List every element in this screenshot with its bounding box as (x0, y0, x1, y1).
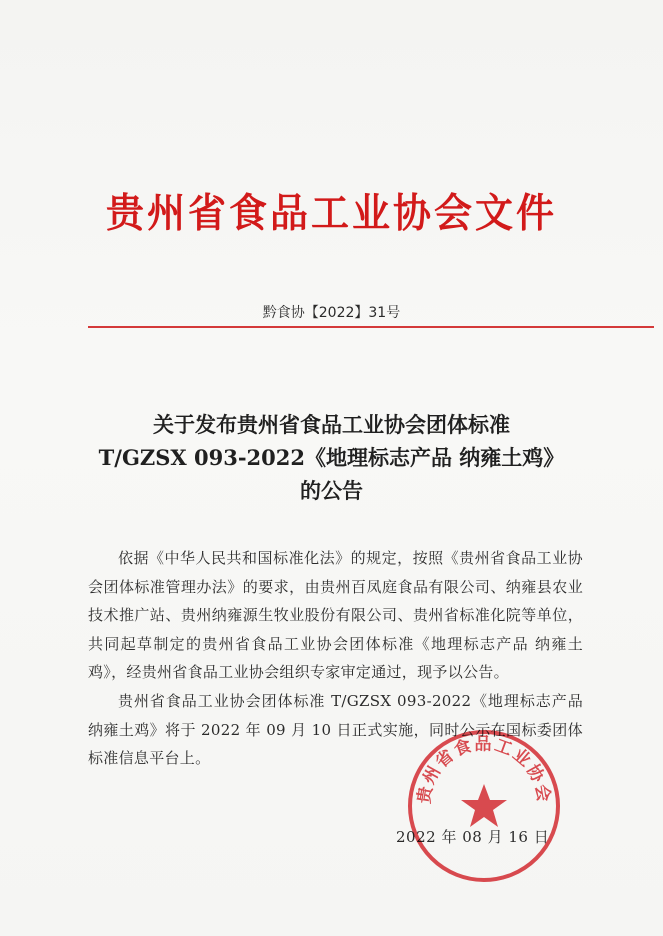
notice-title (0, 408, 663, 507)
document-number: 黔食协【2022】31号 (262, 305, 401, 321)
notice-title-line-1: 关于发布贵州省食品工业协会团体标准 (153, 412, 510, 437)
notice-title-line-3: 的公告 (300, 478, 363, 503)
seal-star-icon (461, 784, 507, 827)
body-paragraph-2: 贵州省食品工业协会团体标准 T/GZSX 093-2022《地理标志产品 纳雍土鸡》将于 2022 年 09 月 10 日正式实施，同时公示在国标委团体标准信息平台上。 (88, 691, 583, 768)
seal-text-path: 贵州省食品工业协会 (414, 734, 554, 806)
red-divider-line (88, 326, 654, 328)
issue-date: 2022 年 08 月 16 日 (396, 828, 550, 846)
notice-title-line-2: T/GZSX 093-2022《地理标志产品 纳雍土鸡》 (98, 445, 565, 470)
official-seal-stamp (404, 726, 564, 886)
org-header-title: 贵州省食品工业协会文件 (105, 188, 557, 237)
body-paragraph-1: 依据《中华人民共和国标准化法》的规定，按照《贵州省食品工业协会团体标准管理办法》的要求，由贵州百凤庭食品有限公司、纳雍县农业技术推广站、贵州纳雍源生牧业股份有限公司、贵州省标准化院等单位，共同起草制定的贵州省食品工业协会团体标准《地理标志产品 纳雍土鸡》，经贵州省食品工业协会组织专家审定通过，现予以公告。 (88, 549, 583, 682)
